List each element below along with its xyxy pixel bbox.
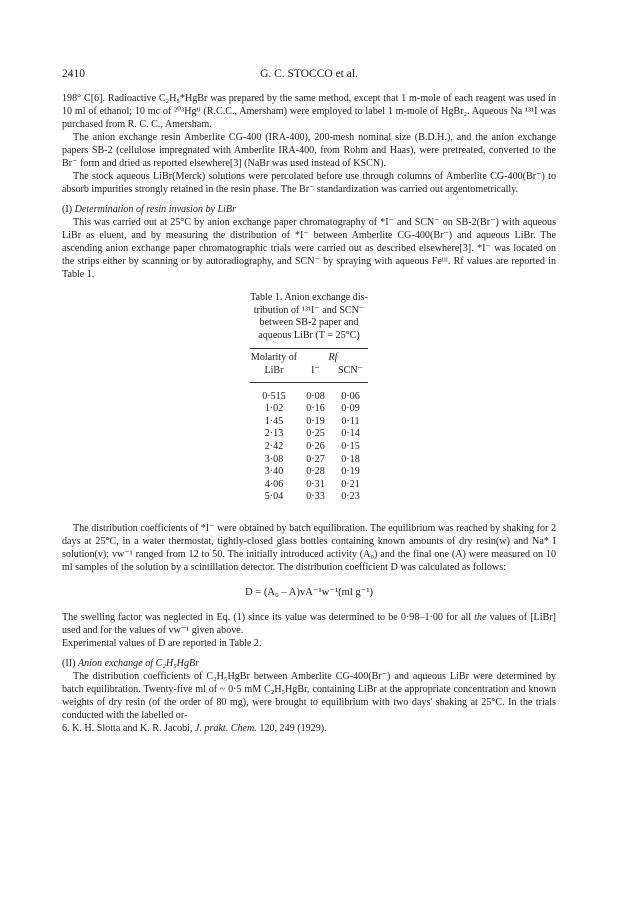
column-header [298, 349, 368, 365]
table-row [250, 416, 368, 429]
section-title: Determination of resin invasion by LiBr [74, 204, 237, 215]
table-1 [250, 292, 368, 504]
caption-line: between SB-2 paper and [259, 317, 359, 329]
cell: 0·15 [341, 440, 360, 452]
page [62, 68, 556, 735]
paragraph: This was carried out at 25°C by anion exchange paper chromatography of *I⁻ and SCN⁻ on SB-2(Br⁻) with aqueous LiBr as eluent, and by measuring the distribution of *I⁻ between Amberlite CG-400(Br⁻) and aqueous LiBr. The ascending anion exchange paper chromatographic trials were carried out as described elsewhere[3]. *I⁻ was located on the strips either by scanning or by autoradiography, and SCN⁻ by spraying with aqueous Feᴵᴵᴵ. Rf values are reported in Table 1. [62, 217, 556, 280]
section-heading-1 [62, 203, 556, 216]
table-row [250, 466, 368, 479]
table-row [250, 441, 368, 454]
table-row [250, 491, 368, 504]
cell: 2·42 [264, 440, 284, 452]
footnote-citation: 120, 249 (1929). [256, 722, 327, 734]
text-run: The swelling factor was neglected in Eq. (1) since its value was determined to be 0·98–1·00 for all [62, 611, 475, 623]
cell: 0·11 [341, 415, 360, 427]
cell: 3·40 [264, 466, 284, 478]
cell: 0·19 [341, 466, 360, 478]
text-run: the [474, 611, 487, 623]
table-row [250, 454, 368, 467]
cell: 0·26 [306, 440, 325, 452]
table-header-row [250, 349, 368, 365]
cell: 0·31 [306, 478, 325, 490]
running-head: G. C. STOCCO et al. [260, 68, 358, 80]
paragraph [62, 611, 556, 637]
table-row [250, 479, 368, 492]
cell: 0·19 [306, 415, 325, 427]
column-header: SCN⁻ [333, 365, 368, 382]
cell: 1·45 [264, 415, 284, 427]
cell: 2·13 [264, 428, 284, 440]
table-header-row [250, 365, 368, 382]
cell: 0·23 [341, 491, 360, 503]
caption-line: Table 1. Anion exchange dis- [250, 292, 368, 303]
cell: 0·515 [262, 390, 286, 402]
cell: 0·18 [341, 453, 360, 465]
cell: 0·27 [306, 453, 325, 465]
section-heading-2 [62, 657, 556, 670]
page-header [62, 68, 556, 84]
footnote-authors: K. H. Slotta and K. R. Jacobi, [72, 722, 195, 734]
column-header: I⁻ [298, 365, 333, 382]
paragraph: Experimental values of D are reported in Table 2. [62, 637, 262, 649]
table-row [250, 382, 368, 403]
paragraph: The distribution coefficients of *I⁻ were obtained by batch equilibration. The equilibrium was reached by shaking for 2 days at 25°C, in a water thermostat, tightly-closed glass bottles containing known amounts of dry resin(w) and Na* I solution(v); vw⁻¹ ranged from 12 to 50. The initially introduced activity (A₀) and the final one (A) were measured on 10 ml samples of the solution by a scintillation detector. The distribution coefficient D was calculated as follows: [62, 522, 556, 573]
cell: 0·28 [306, 466, 325, 478]
cell: 0·06 [341, 390, 360, 402]
paragraph: The anion exchange resin Amberlite CG-400 (IRA-400), 200-mesh nominal size (B.D.H.), and the anion exchange papers SB-2 (cellulose impregnated with Amberlite IRA-400, from Rohm and Haas), were pretreated, converted to the Br⁻ form and dried as reported elsewhere[3] (NaBr was used instead of KSCN). [62, 132, 556, 169]
cell: 3·08 [264, 453, 284, 465]
cell: 0·21 [341, 478, 360, 490]
page-number: 2410 [62, 68, 85, 80]
cell: 4·06 [264, 478, 284, 490]
table-caption [250, 292, 368, 342]
section-number: (I) [62, 204, 75, 215]
table-row [250, 403, 368, 416]
text-run: values of [LiBr] used and for the values of vw⁻¹ given above. [62, 611, 556, 636]
equation: D = (A₀ – A)vA⁻¹w⁻¹(ml g⁻¹) [244, 586, 374, 598]
table-row [250, 428, 368, 441]
column-header: LiBr [250, 365, 298, 382]
cell: 0·16 [306, 403, 325, 415]
cell: 0·25 [306, 428, 325, 440]
cell: 0·14 [341, 428, 360, 440]
paragraph: The stock aqueous LiBr(Merck) solutions were percolated before use through columns of Amberlite CG-400(Br⁻) to absorb impurities strongly retained in the resin phase. The Br⁻ standardization was carried out argentometrically. [62, 171, 556, 195]
rf-header: Rf [328, 352, 338, 364]
cell: 0·33 [306, 491, 325, 503]
cell: 0·08 [306, 390, 325, 402]
paragraph: 198° C[6]. Radioactive C₂H₅*HgBr was prepared by the same method, except that 1 m-mole of each reagent was used in 10 ml of ethanol; 10 mc of ²⁰³Hgᴵᴵ (R.C.C., Amersham) were employed to label 1 m-mole of HgBr₂. Aqueous Na ¹³¹I was purchased from R. C. C., Amersham. [62, 93, 556, 130]
paragraph: The distribution coefficients of C₂H₅HgBr between Amberlite CG-400(Br⁻) and aqueous LiBr were determined by batch equilibration. Twenty-five ml of ~ 0·5 mM C₂H₅HgBr, containing LiBr at the appropriate concentration and known weights of dry resin (of the order of 80 mg), were brought to equilibrium with two days' shaking at 25°C. In the trials conducted with the labelled or- [62, 670, 556, 721]
cell: 0·09 [341, 403, 360, 415]
footnote-number: 6. [62, 722, 73, 734]
section-title: Anion exchange of C₂H₅HgBr [77, 657, 200, 669]
column-header: Molarity of [250, 349, 298, 365]
article-body [62, 92, 556, 735]
section-number: (II) [62, 657, 78, 669]
cell: 1·02 [264, 403, 284, 415]
cell: 5·04 [264, 491, 284, 503]
footnote [62, 722, 556, 735]
footnote-journal: J. prakt. Chem. [194, 722, 257, 734]
caption-line: tribution of ¹³¹I⁻ and SCN⁻ [253, 304, 365, 316]
data-table [250, 348, 368, 504]
caption-line: aqueous LiBr (T = 25°C) [258, 329, 360, 341]
